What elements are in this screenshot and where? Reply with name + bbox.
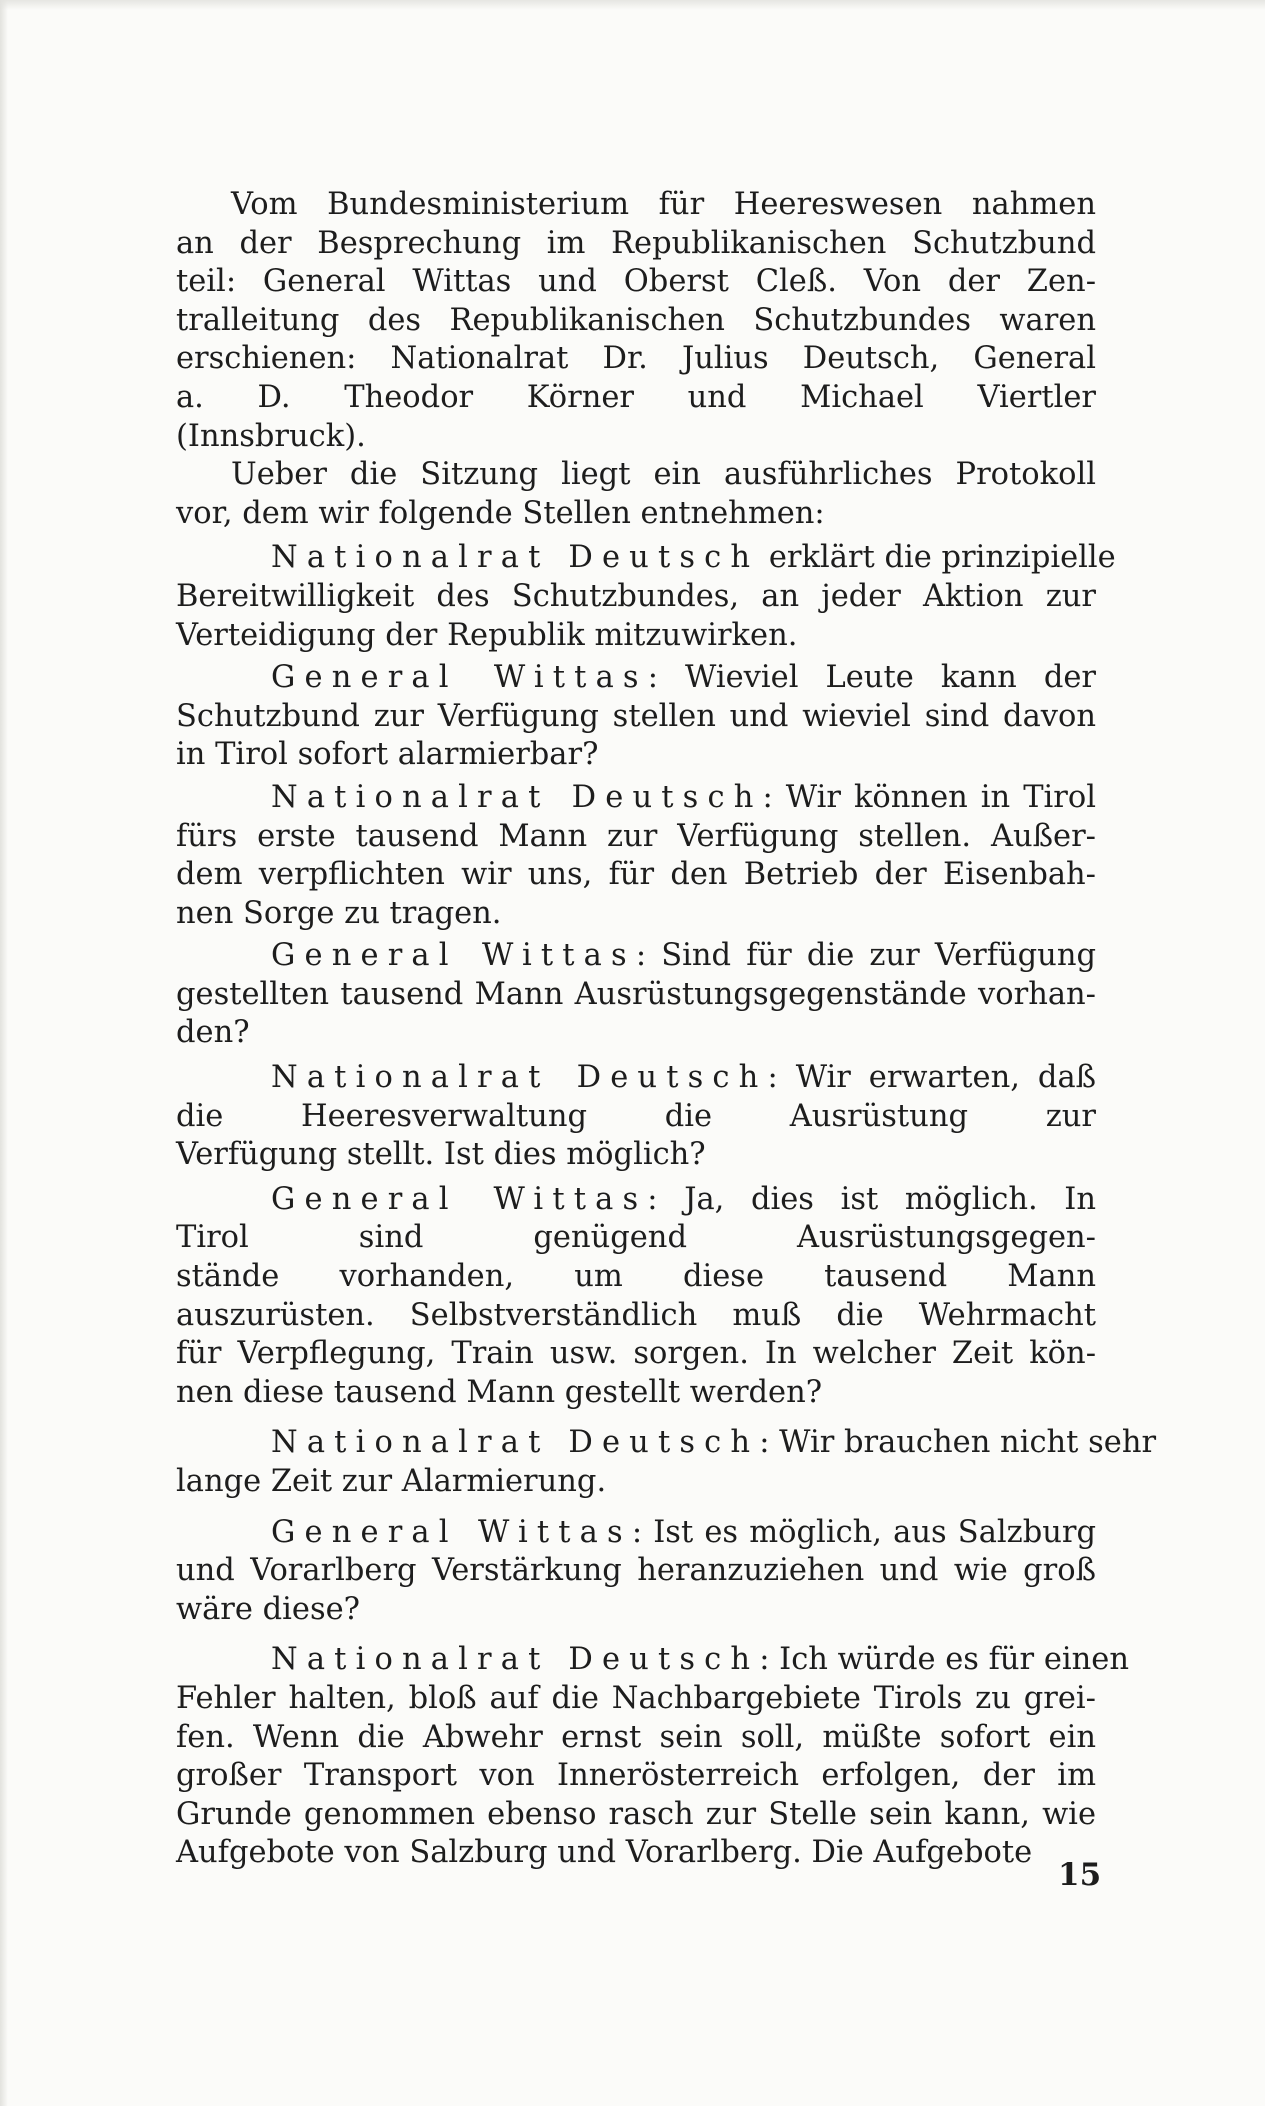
text-line: vor, dem wir folgende Stellen entnehmen: — [176, 495, 825, 531]
dialog-paragraph — [176, 1059, 1096, 1175]
text-line: Nationalrat Deutsch erklärt die prinzipielle — [271, 540, 1116, 576]
page-number: 15 — [1058, 1857, 1102, 1893]
speaker-name: General Wittas — [271, 660, 648, 696]
text-line: Nationalrat Deutsch: Wir erwarten, daß — [271, 1060, 1096, 1096]
page-edge-left — [0, 0, 8, 2106]
text-line: die Heeresverwaltung die Ausrüstung zur — [176, 1098, 1096, 1134]
speaker-name: General Wittas — [271, 938, 636, 974]
body-text — [176, 186, 1157, 1873]
text-line: Nationalrat Deutsch: Ich würde es für einen — [271, 1642, 1129, 1678]
text-line: gestellten tausend Mann Ausrüstungsgegenstände vorhan- — [176, 976, 1096, 1012]
intro-paragraph — [176, 456, 1096, 533]
text-line: General Wittas: Sind für die zur Verfügung — [271, 938, 1096, 974]
text-line: Bereitwilligkeit des Schutzbundes, an jeder Aktion zur — [176, 578, 1096, 614]
text-line: Grunde genommen ebenso rasch zur Stelle sein kann, wie — [176, 1796, 1096, 1832]
text-line: stände vorhanden, um diese tausend Mann — [176, 1259, 1096, 1295]
dialog-paragraph — [176, 937, 1096, 1053]
text-line: teil: General Wittas und Oberst Cleß. Von der Zen- — [176, 264, 1096, 300]
text-line: Schutzbund zur Verfügung stellen und wieviel sind davon — [176, 698, 1096, 734]
text-line: nen diese tausend Mann gestellt werden? — [176, 1374, 823, 1410]
text-line: an der Besprechung im Republikanischen Schutzbund — [176, 225, 1096, 261]
text-line: wäre diese? — [176, 1591, 360, 1627]
text-line: nen Sorge zu tragen. — [176, 895, 502, 931]
speaker-name: Nationalrat Deutsch — [271, 540, 760, 576]
text-line: für Verpflegung, Train usw. sorgen. In welcher Zeit kön- — [176, 1336, 1096, 1372]
text-line: General Wittas: Ist es möglich, aus Salzburg — [271, 1514, 1096, 1550]
intro-paragraph — [176, 186, 1096, 456]
text-line: den? — [176, 1015, 250, 1051]
speaker-name: Nationalrat Deutsch — [271, 779, 763, 815]
text-line: a. D. Theodor Körner und Michael Viertler — [176, 379, 1096, 415]
text-line: Ueber die Sitzung liegt ein ausführliches Protokoll — [231, 457, 1096, 493]
text-line: in Tirol sofort alarmierbar? — [176, 737, 599, 773]
speaker-name: Nationalrat Deutsch — [271, 1425, 760, 1461]
text-line: Vom Bundesministerium für Heereswesen nahmen — [231, 187, 1096, 222]
text-line: General Wittas: Ja, dies ist möglich. In — [271, 1181, 1096, 1217]
text-line: Fehler halten, bloß auf die Nachbargebiete Tirols zu grei- — [176, 1680, 1096, 1716]
text-line: Aufgebote von Salzburg und Vorarlberg. Die Aufgebote — [176, 1835, 1033, 1871]
text-line: und Vorarlberg Verstärkung heranzuziehen und wie groß — [176, 1553, 1096, 1589]
text-line: erschienen: Nationalrat Dr. Julius Deutsch, General — [176, 341, 1096, 377]
text-line: Verteidigung der Republik mitzuwirken. — [176, 617, 798, 653]
dialog-paragraph — [176, 1181, 1096, 1413]
text-line: General Wittas: Wieviel Leute kann der — [271, 660, 1096, 696]
dialog-paragraph — [176, 659, 1096, 775]
dialog-paragraph — [176, 779, 1096, 933]
text-line: fen. Wenn die Abwehr ernst sein soll, müßte sofort ein — [176, 1719, 1096, 1755]
speaker-name: Nationalrat Deutsch — [271, 1060, 768, 1096]
text-line: Nationalrat Deutsch: Wir brauchen nicht sehr — [271, 1425, 1157, 1461]
text-line: Tirol sind genügend Ausrüstungsgegen- — [176, 1220, 1096, 1256]
text-line: großer Transport von Innerösterreich erfolgen, der im — [176, 1758, 1096, 1794]
text-line: tralleitung des Republikanischen Schutzbundes waren — [176, 302, 1096, 338]
dialog-paragraph — [176, 1424, 1157, 1501]
text-line: (Innsbruck). — [176, 418, 366, 454]
speaker-name: Nationalrat Deutsch — [271, 1642, 760, 1678]
text-line: dem verpflichten wir uns, für den Betrieb der Eisenbah- — [176, 857, 1096, 893]
speaker-name: General Wittas — [271, 1181, 648, 1217]
text-line: fürs erste tausend Mann zur Verfügung stellen. Außer- — [176, 818, 1096, 854]
dialog-paragraph — [176, 539, 1116, 655]
page-edge — [0, 0, 1265, 10]
dialog-paragraph — [176, 1514, 1096, 1630]
text-line: lange Zeit zur Alarmierung. — [176, 1464, 607, 1499]
text-line: Verfügung stellt. Ist dies möglich? — [176, 1137, 706, 1173]
text-line: auszurüsten. Selbstverständlich muß die Wehrmacht — [176, 1297, 1096, 1333]
text-line: Nationalrat Deutsch: Wir können in Tirol — [271, 779, 1096, 815]
dialog-paragraph — [176, 1641, 1129, 1873]
speaker-name: General Wittas — [271, 1514, 632, 1550]
